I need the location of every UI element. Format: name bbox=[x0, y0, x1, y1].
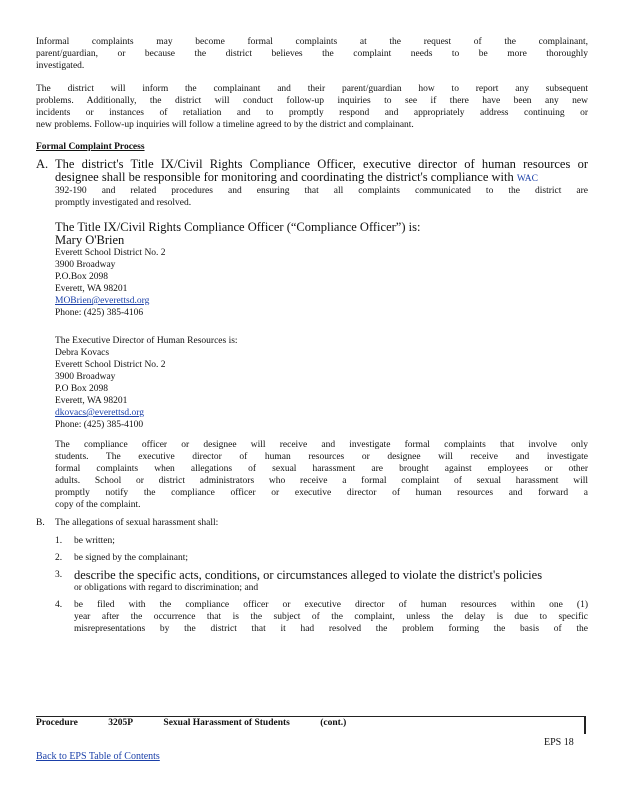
text-line: be written; bbox=[74, 536, 115, 546]
address-line: Everett School District No. 2 bbox=[55, 248, 166, 258]
executive-director-block bbox=[55, 335, 588, 431]
text-line: promptly investigated and resolved. bbox=[55, 198, 192, 208]
text-line: designee shall be responsible for monitoring and coordinating the district's compliance with WAC bbox=[55, 170, 538, 184]
subitem-marker: 2. bbox=[55, 553, 63, 563]
address-line: 3900 Broadway bbox=[55, 372, 116, 382]
text-line: students. The executive director of human resources or designee will receive and investigate bbox=[55, 452, 588, 462]
item-marker: A. bbox=[36, 157, 49, 171]
text-line: incidents or instances of retaliation and to promptly respond and appropriately address continuing or bbox=[36, 108, 588, 118]
text-line: The district's Title IX/Civil Rights Compliance Officer, executive director of human resources or bbox=[55, 157, 588, 171]
address-line: P.O Box 2098 bbox=[55, 384, 109, 394]
director-intro: The Executive Director of Human Resources is: bbox=[55, 336, 238, 346]
text-line: parent/guardian, or because the district believes the complaint needs to be more thoroughly bbox=[36, 49, 588, 59]
document-page bbox=[36, 36, 588, 641]
item-b-subitems bbox=[55, 535, 588, 635]
item-b bbox=[36, 517, 588, 635]
item-b-text: The allegations of sexual harassment shall: bbox=[55, 518, 219, 528]
text-line: new problems. Follow-up inquiries will follow a timeline agreed to by the district and complainant. bbox=[36, 120, 414, 130]
director-phone: Phone: (425) 385-4100 bbox=[55, 420, 144, 430]
text-line: problems. Additionally, the district will conduct follow-up inquiries to see if there have been any new bbox=[36, 96, 588, 106]
subitem-1 bbox=[55, 535, 588, 547]
text-line: adults. School or district administrators who receive a formal complaint of sexual harassment will bbox=[55, 476, 588, 486]
text-line: misrepresentations by the district that it had resolved the problem forming the basis of the bbox=[74, 624, 588, 634]
subitem-3 bbox=[55, 569, 588, 594]
text-line: formal complaints when allegations of sexual harassment are brought against employees or other bbox=[55, 464, 588, 474]
footer-bar bbox=[36, 716, 586, 734]
officer-email-link[interactable]: MOBrien@everettsd.org bbox=[55, 296, 150, 306]
text-line: Informal complaints may become formal complaints at the request of the complainant, bbox=[36, 37, 588, 47]
text-line: be filed with the compliance officer or executive director of human resources within one (1) bbox=[74, 600, 588, 610]
subitem-marker: 4. bbox=[55, 600, 63, 610]
wac-reference: WAC bbox=[516, 174, 538, 184]
section-title: Formal Complaint Process bbox=[36, 142, 145, 152]
text-line: be signed by the complainant; bbox=[74, 553, 188, 563]
item-marker: B. bbox=[36, 518, 45, 528]
officer-intro: The Title IX/Civil Rights Compliance Officer (“Compliance Officer”) is: bbox=[55, 220, 421, 234]
text-line: year after the occurrence that is the subject of the complaint, unless the delay is due to specific bbox=[74, 612, 588, 622]
text-line: describe the specific acts, conditions, or circumstances alleged to violate the district's policies bbox=[74, 568, 543, 582]
footer-number: 3205P bbox=[108, 718, 134, 728]
officer-name: Mary O'Brien bbox=[55, 233, 125, 247]
director-email-link[interactable]: dkovacs@everettsd.org bbox=[55, 408, 145, 418]
item-a bbox=[36, 158, 588, 511]
address-line: Everett School District No. 2 bbox=[55, 360, 166, 370]
back-to-contents-link[interactable]: Back to EPS Table of Contents bbox=[36, 751, 160, 762]
footer-cont: (cont.) bbox=[320, 718, 347, 728]
text-line: copy of the complaint. bbox=[55, 500, 141, 510]
text-line: 392-190 and related procedures and ensuring that all complaints communicated to the district are bbox=[55, 186, 588, 196]
item-a-closing bbox=[55, 439, 588, 511]
text-line: The compliance officer or designee will receive and investigate formal complaints that involve only bbox=[55, 440, 588, 450]
subitem-2 bbox=[55, 552, 588, 564]
director-name: Debra Kovacs bbox=[55, 348, 110, 358]
subitem-4 bbox=[55, 599, 588, 635]
subitem-marker: 3. bbox=[55, 570, 63, 580]
intro-paragraph-2 bbox=[36, 83, 588, 131]
page-number: EPS 18 bbox=[544, 737, 574, 748]
text-line: investigated. bbox=[36, 61, 85, 71]
text-line: The district will inform the complainant and their parent/guardian how to report any subsequent bbox=[36, 84, 588, 94]
compliance-officer-block bbox=[55, 221, 588, 319]
footer-title: Sexual Harassment of Students bbox=[163, 718, 290, 728]
officer-phone: Phone: (425) 385-4106 bbox=[55, 308, 144, 318]
text-line: promptly notify the compliance officer or executive director of human resources and forward a bbox=[55, 488, 588, 498]
address-line: Everett, WA 98201 bbox=[55, 396, 128, 406]
subitem-marker: 1. bbox=[55, 536, 63, 546]
text-line: or obligations with regard to discrimination; and bbox=[74, 583, 259, 593]
address-line: Everett, WA 98201 bbox=[55, 284, 128, 294]
intro-paragraph-1 bbox=[36, 36, 588, 72]
address-line: P.O.Box 2098 bbox=[55, 272, 109, 282]
footer-procedure: Procedure bbox=[36, 718, 78, 728]
address-line: 3900 Broadway bbox=[55, 260, 116, 270]
